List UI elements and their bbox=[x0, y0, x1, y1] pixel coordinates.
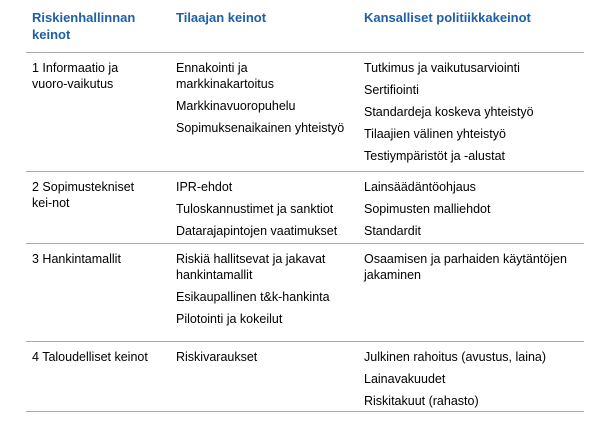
list-item: Riskivaraukset bbox=[176, 350, 258, 364]
list-item: Testiympäristöt ja -alustat bbox=[364, 149, 506, 163]
table-row bbox=[26, 172, 584, 244]
list-item: Markkinavuoropuhelu bbox=[176, 99, 296, 113]
row-label-text: 4 Taloudelliset keinot bbox=[32, 350, 148, 364]
row-label bbox=[26, 172, 166, 243]
list-item: Datarajapintojen vaatimukset bbox=[176, 224, 338, 238]
row-label bbox=[26, 244, 166, 341]
list-item: Julkinen rahoitus (avustus, laina) bbox=[364, 350, 547, 364]
row-label bbox=[26, 342, 166, 411]
table-row bbox=[26, 244, 584, 342]
header-kansalliset-politiikkakeinot: Kansalliset politiikkakeinot bbox=[364, 10, 531, 25]
table-row bbox=[26, 53, 584, 172]
tilaajan-keinot-cell bbox=[166, 342, 354, 411]
table-row bbox=[26, 342, 584, 412]
list-item: Lainavakuudet bbox=[364, 372, 446, 386]
kansalliset-cell bbox=[354, 342, 584, 411]
list-item: Standardit bbox=[364, 224, 421, 238]
list-item: IPR-ehdot bbox=[176, 180, 233, 194]
list-item: Tilaajien välinen yhteistyö bbox=[364, 127, 506, 141]
list-item: Tuloskannustimet ja sanktiot bbox=[176, 202, 334, 216]
list-item: Tutkimus ja vaikutusarviointi bbox=[364, 61, 520, 75]
list-item: Riskiä hallitsevat ja jakavat hankintamallit bbox=[176, 252, 326, 282]
row-label-text: 2 Sopimustekniset kei-not bbox=[32, 180, 135, 210]
list-item: Pilotointi ja kokeilut bbox=[176, 312, 283, 326]
row-label-text: 3 Hankintamallit bbox=[32, 252, 121, 266]
list-item: Esikaupallinen t&k-hankinta bbox=[176, 290, 330, 304]
list-item: Riskitakuut (rahasto) bbox=[364, 394, 479, 408]
list-item: Standardeja koskeva yhteistyö bbox=[364, 105, 534, 119]
tilaajan-keinot-cell bbox=[166, 244, 354, 341]
kansalliset-cell bbox=[354, 172, 584, 243]
list-item: Sopimuksenaikainen yhteistyö bbox=[176, 121, 345, 135]
header-tilaajan-keinot: Tilaajan keinot bbox=[176, 10, 267, 25]
tilaajan-keinot-cell bbox=[166, 53, 354, 171]
row-label-text: 1 Informaatio ja vuoro-vaikutus bbox=[32, 61, 119, 91]
list-item: Ennakointi ja markkinakartoitus bbox=[176, 61, 274, 91]
tilaajan-keinot-cell bbox=[166, 172, 354, 243]
row-label bbox=[26, 53, 166, 171]
kansalliset-cell bbox=[354, 53, 584, 171]
list-item: Lainsäädäntöohjaus bbox=[364, 180, 476, 194]
list-item: Osaamisen ja parhaiden käytäntöjen jakaminen bbox=[364, 252, 567, 282]
kansalliset-cell bbox=[354, 244, 584, 341]
list-item: Sertifiointi bbox=[364, 83, 419, 97]
list-item: Sopimusten malliehdot bbox=[364, 202, 491, 216]
risk-management-table bbox=[26, 0, 584, 412]
header-riskienhallinnan-keinot: Riskienhallinnan keinot bbox=[32, 10, 136, 42]
table-header-row bbox=[26, 0, 584, 53]
